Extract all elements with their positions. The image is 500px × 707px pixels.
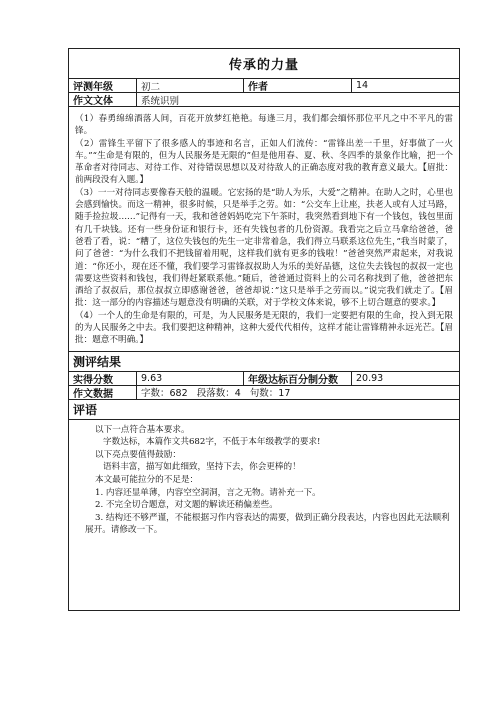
percent-value: 20.93	[356, 372, 384, 384]
author-label: 作者	[244, 79, 352, 92]
grade-label: 评测年级	[69, 79, 137, 92]
essay-paragraph-3: （3）一一对待同志要像春天般的温暖。它宏扬的是“助人为乐，大爱”之精神。在助人之时，心里也会感到愉快。而这一精神，很多时候，只是举手之劳。如：“公交车上让座，扶老人或有人过马路，随手捡拉圾……”记得有一天，我和爸爸妈妈吃完下午茶时，我突然看到地下有一个钱包，钱包里面有几千块钱。还有一些身份证和银行卡，还有失钱包者的几份资源。我看完之后立马拿给爸爸，爸爸看了看，说：“糟了，这位失钱包的先生一定非常着急，我们得立马联系这位先生，”我当时蒙了，问了爸爸：“为什么我们不把钱留着用呢，这样我们就有更多的钱啦！”爸爸突然严肃起来，对我说道：“你还小，现在还不懂，我们要学习雷锋叔叔助人为乐的美好品德，这位失去钱包的叔叔一定也需要这些资料和钱包，我们得赶紧联系他。”随后，爸爸通过资料上的公司名称找到了他，爸爸把东酒给了叔叔后，那位叔叔立即感谢爸爸，爸爸却说：”这只是举手之劳而以。”说完我们就走了。【眉批：这一部分的内容描述与题意没有明确的关联，对于学校文体来说，够不上切合题意的要求。】	[75, 187, 453, 309]
comment-line: 3. 结构还不够严谨，不能根据习作内容表达的需要，做到正确分段表达，内容也因此无法顺利展开。请修改一下。	[85, 512, 450, 536]
score-row	[69, 372, 459, 386]
info-row-grade	[69, 79, 459, 93]
comments-heading: 评语	[69, 400, 459, 420]
title-row	[69, 49, 459, 79]
essay-paragraph-4: （4）一个人的生命是有限的，可是，为人民服务是无限的，我们一定要把有限的生命，投入到无限的为人民服务之中去。我们要把这种精神，这种大爱代代相传，这样才能让雷锋精神永远光芒。【眉批：题意不明确。】	[75, 310, 453, 346]
essay-body	[69, 107, 459, 352]
data-row	[69, 386, 459, 400]
score-value: 9.63	[137, 372, 244, 385]
genre-label: 作文文体	[69, 93, 137, 106]
genre-value: 系统识别	[141, 95, 180, 106]
info-row-genre	[69, 93, 459, 107]
comment-line: 以下亮点要值得鼓励：	[95, 449, 181, 460]
comment-line: 本文最可能拉分的不足是：	[95, 475, 199, 486]
evaluation-sheet	[68, 48, 460, 611]
essay-paragraph-2: （2）雷锋生平留下了很多感人的事迹和名言，正如人们流传：“雷锋出差一千里，好事做了一火车。”“生命是有限的，但为人民服务是无限的”但是他用春、夏、秋、冬四季的景象作比喻，把一个革命者对待同志、对待工作、对待错误思想以及对待敌人的正确态度对我的教育意义最大。【眉批：前两段没有入题。】	[75, 138, 453, 186]
comment-line: 2. 不完全切合题意，对文题的解读还稍偏差些。	[95, 500, 278, 511]
comment-line: 以下一点符合基本要求。	[95, 424, 190, 435]
data-value: 字数：682 段落数：4 句数：17	[141, 388, 291, 399]
percent-label: 年级达标百分制分数	[244, 372, 352, 385]
essay-title: 传承的力量	[228, 58, 299, 73]
comment-line: 1. 内容还显单薄，内容空空洞洞，言之无物。请补充一下。	[95, 487, 321, 498]
essay-paragraph-1: （1）春勇绵绵酒落人间，百花开放梦红艳艳。每逢三月，我们都会缅怀那位平凡之中不平凡的雷锋。	[75, 114, 453, 137]
comments-body	[69, 420, 459, 610]
author-value: 14	[356, 80, 369, 91]
comment-line: 字数达标，本篇作文共682字，不低于本年级教学的要求!	[103, 437, 321, 448]
grade-value: 初二	[137, 79, 244, 92]
score-label: 实得分数	[69, 372, 137, 385]
data-label: 作文数据	[69, 386, 137, 399]
results-heading: 测评结果	[69, 352, 459, 372]
comment-line: 语料丰富，描写如此细致，坚持下去，你会更棒的！	[103, 462, 301, 473]
